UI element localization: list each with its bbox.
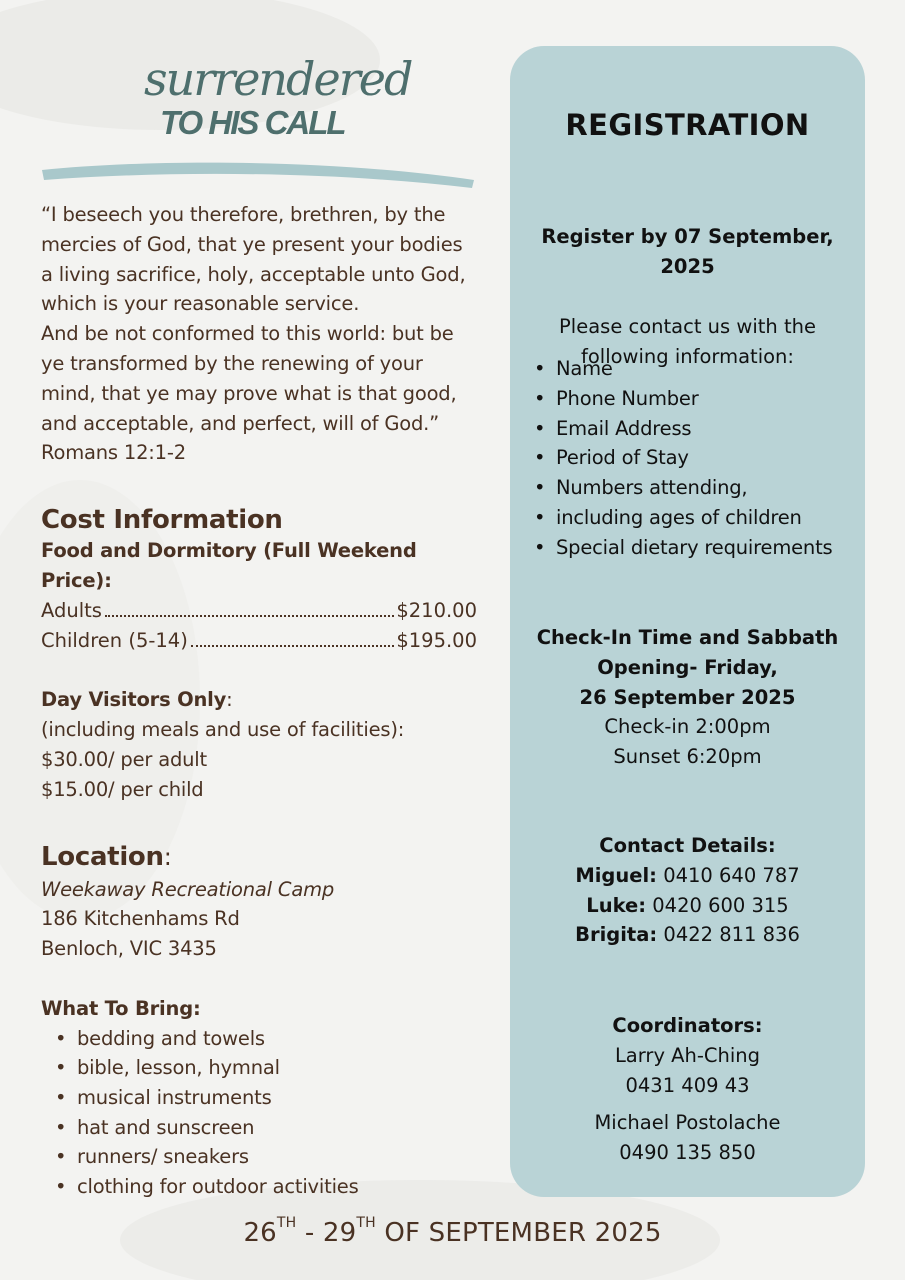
- coordinator-phone: 0431 409 43: [625, 1073, 750, 1097]
- left-column: [41, 200, 491, 1201]
- contact-name: Brigita:: [575, 923, 658, 947]
- brush-stroke-divider: [38, 158, 478, 192]
- camp-street: 186 Kitchenhams Rd: [41, 907, 240, 931]
- day-visitors-note: (including meals and use of facilities):: [41, 718, 405, 742]
- list-item: • clothing for outdoor activities: [55, 1172, 491, 1202]
- contact-line-2: following information:: [581, 344, 794, 368]
- deadline-line-2: 2025: [660, 254, 715, 278]
- dot-leader: [105, 614, 394, 617]
- list-item: • hat and sunscreen: [55, 1113, 491, 1143]
- registration-title: REGISTRATION: [565, 108, 810, 142]
- list-item: • musical instruments: [55, 1083, 491, 1113]
- bible-verse: “I beseech you therefore, brethren, by the mercies of God, that ye present your bodies a living sacrifice, holy, acceptable unto God, which is your reasonable service. And be not conformed to this world: but be ye transformed by the renewing of your mind, that ye may prove what is that good, and acceptable, and perfect, will of God.” Romans 12:1-2: [41, 203, 466, 465]
- day-visitors-colon: :: [226, 688, 233, 712]
- bring-heading: What To Bring:: [41, 996, 201, 1020]
- list-item: • Period of Stay: [532, 443, 832, 473]
- coordinators-heading: Coordinators:: [612, 1014, 763, 1037]
- logo-script-text: surrendered: [144, 52, 412, 106]
- event-dates: [0, 1215, 905, 1248]
- day-adult-price: $30.00/ per adult: [41, 747, 207, 771]
- contact-phone: 0410 640 787: [663, 863, 800, 887]
- camp-town: Benloch, VIC 3435: [41, 937, 217, 961]
- day-child-price: $15.00/ per child: [41, 777, 204, 801]
- checkin-line-2: Opening- Friday,: [597, 655, 778, 679]
- checkin-time: Check-in 2:00pm: [604, 715, 771, 739]
- day-visitors-heading: [41, 685, 491, 715]
- coordinator-phone: 0490 135 850: [619, 1141, 756, 1165]
- required-info-list: [532, 354, 832, 563]
- price-label: Children (5-14): [41, 628, 188, 652]
- list-item: • Phone Number: [532, 384, 832, 414]
- contact-row: [510, 920, 865, 950]
- location-heading: [41, 841, 491, 875]
- contact-row: [510, 891, 865, 921]
- price-row-adults: [41, 596, 477, 626]
- camp-name: Weekaway Recreational Camp: [41, 877, 335, 901]
- sunset-time: Sunset 6:20pm: [613, 745, 762, 769]
- cost-heading: Cost Information: [41, 505, 283, 536]
- register-deadline: [510, 222, 865, 282]
- price-value: $210.00: [396, 598, 477, 622]
- contact-line-1: Please contact us with the: [559, 315, 816, 338]
- checkin-line-1: Check-In Time and Sabbath: [536, 626, 839, 649]
- price-label: Adults: [41, 598, 102, 622]
- date-end: - 29: [296, 1218, 357, 1248]
- list-item: • Numbers attending,: [532, 473, 832, 503]
- price-value: $195.00: [396, 628, 477, 652]
- contact-details: [510, 831, 865, 950]
- coordinator-name: Michael Postolache: [594, 1111, 781, 1135]
- contact-heading: Contact Details:: [599, 834, 776, 857]
- list-item-continuation: • including ages of children: [532, 503, 832, 533]
- coordinator-name: Larry Ah-Ching: [614, 1043, 761, 1067]
- contact-name: Miguel:: [575, 863, 657, 887]
- location-title: Location: [41, 841, 164, 872]
- contact-phone: 0420 600 315: [652, 893, 789, 917]
- location-colon: :: [163, 842, 172, 871]
- checkin-block: [510, 623, 865, 772]
- list-item: • Name: [532, 354, 832, 384]
- price-row-children: [41, 626, 477, 656]
- contact-phone: 0422 811 836: [663, 923, 800, 947]
- list-item: • Email Address: [532, 414, 832, 444]
- list-item: • bedding and towels: [55, 1024, 491, 1054]
- bring-list: [41, 1024, 491, 1202]
- deadline-line-1: Register by 07 September,: [541, 225, 834, 248]
- list-item: • bible, lesson, hymnal: [55, 1053, 491, 1083]
- coordinators: [510, 1011, 865, 1168]
- ordinal-suffix: TH: [276, 1215, 297, 1232]
- date-month-year: OF SEPTEMBER 2025: [375, 1218, 662, 1248]
- ordinal-suffix: TH: [356, 1215, 376, 1232]
- cost-subheading: Food and Dormitory (Full Weekend Price):: [41, 539, 417, 592]
- event-logo: [140, 52, 412, 147]
- logo-subtitle: TO HIS CALL: [160, 104, 345, 141]
- registration-panel: [510, 46, 865, 1197]
- date-start: 26: [243, 1218, 277, 1248]
- list-item: • Special dietary requirements: [532, 533, 832, 563]
- contact-name: Luke:: [586, 893, 647, 917]
- checkin-date: 26 September 2025: [579, 685, 796, 709]
- day-visitors-title: Day Visitors Only: [41, 688, 227, 712]
- contact-row: [510, 861, 865, 891]
- list-item: • runners/ sneakers: [55, 1142, 491, 1172]
- dot-leader: [191, 644, 395, 647]
